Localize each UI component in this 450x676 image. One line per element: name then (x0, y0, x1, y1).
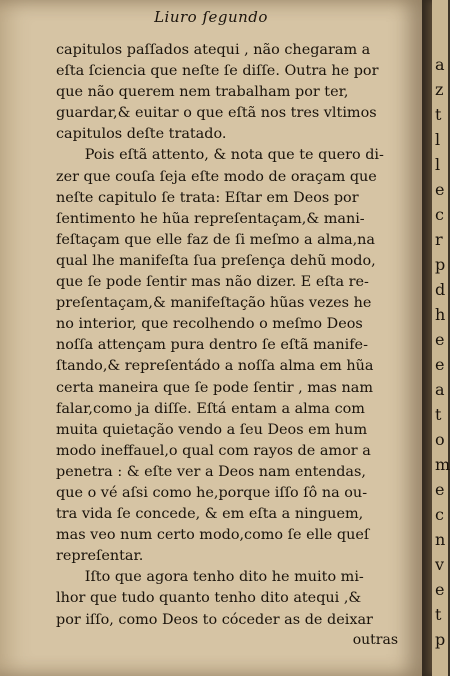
next-page-letter: c (435, 205, 444, 224)
text-line: qual lhe manifeſta ſua preſença dehũ modo, (56, 252, 376, 269)
text-line: noſſa attençam pura dentro ſe eſtã manife- (56, 337, 368, 354)
next-page-letter: t (435, 105, 442, 124)
next-page-letter: t (435, 605, 442, 624)
text-line: repreſentar. (56, 548, 144, 565)
next-page-letter: l (435, 155, 441, 174)
text-line: preſentaçam,& manifeſtação hũas vezes he (56, 295, 372, 312)
text-line: que não querem nem trabalham por ter, (56, 84, 349, 101)
text-line: ſentimento he hũa repreſentaçam,& mani- (56, 210, 365, 227)
next-page-edge (432, 0, 448, 676)
catchword: outras (352, 632, 398, 648)
next-page-letter: p (435, 630, 446, 649)
text-line: por iſſo, como Deos to cóceder as de deixar (56, 611, 373, 628)
text-line: falar,como ja diſſe. Eſtá entam a alma com (56, 400, 365, 417)
next-page-letter: e (435, 180, 445, 199)
text-line: que o vé aſsi como he,porque iſſo ſô na ou- (56, 484, 368, 501)
next-page-letter: o (435, 430, 445, 449)
text-line: certa maneira que ſe pode ſentir , mas nam (56, 379, 373, 396)
next-page-letter: l (435, 130, 441, 149)
next-page-letter: m (435, 455, 450, 474)
next-page-letter: e (435, 580, 445, 599)
text-line: que ſe pode ſentir mas não dizer. E eſta re- (56, 274, 369, 291)
next-page-letter: p (435, 255, 446, 274)
next-page-letter: a (435, 55, 445, 74)
next-page-letter: a (435, 380, 445, 399)
next-page-letter: v (435, 555, 445, 574)
text-line: muita quietação vendo a ſeu Deos em hum (56, 421, 368, 438)
next-page-letter: d (435, 280, 446, 299)
next-page-letter: h (435, 305, 446, 324)
running-head: Liuro ſegundo (154, 8, 268, 26)
text-line: no interior, que recolhendo o meſmo Deos (56, 316, 363, 333)
body-text (56, 40, 408, 631)
next-page-letter: t (435, 405, 442, 424)
next-page-letter: z (435, 80, 444, 99)
text-line: ſtando,& repreſentádo a noſſa alma em hũa (56, 358, 374, 375)
text-line: zer que couſa ſeja eſte modo de oraçam que (56, 168, 377, 185)
text-line: Iſto que agora tenho dito he muito mi- (56, 569, 364, 586)
text-line: Pois eſtã attento, & nota que te quero di- (56, 147, 384, 164)
text-line: tra vida ſe concede, & em eſta a ninguem, (56, 506, 364, 523)
next-page-letter: r (435, 230, 443, 249)
next-page-letter: c (435, 505, 444, 524)
text-line: capitulos deſte tratado. (56, 126, 227, 143)
text-line: mas veo num certo modo,como ſe elle queſ (56, 527, 370, 544)
text-line: neſte capitulo ſe trata: Eſtar em Deos por (56, 189, 359, 206)
text-line: lhor que tudo quanto tenho dito atequi ,& (56, 590, 362, 607)
text-line: feſtaçam que elle faz de ſi meſmo a alma,na (56, 231, 375, 248)
text-line: eſta ſciencia que neſte ſe diſſe. Outra he por (56, 63, 379, 80)
text-line: guardar,& euitar o que eſtã nos tres vltimos (56, 105, 377, 122)
text-line: capitulos paſſados atequi , não chegaram a (56, 42, 371, 58)
next-page-letter: e (435, 330, 445, 349)
next-page-letter: e (435, 355, 445, 374)
text-line: modo ineffauel,o qual com rayos de amor a (56, 442, 371, 459)
next-page-letter: n (435, 530, 446, 549)
next-page-letter: e (435, 480, 445, 499)
text-line: penetra : & eſte ver a Deos nam entendas, (56, 463, 366, 480)
